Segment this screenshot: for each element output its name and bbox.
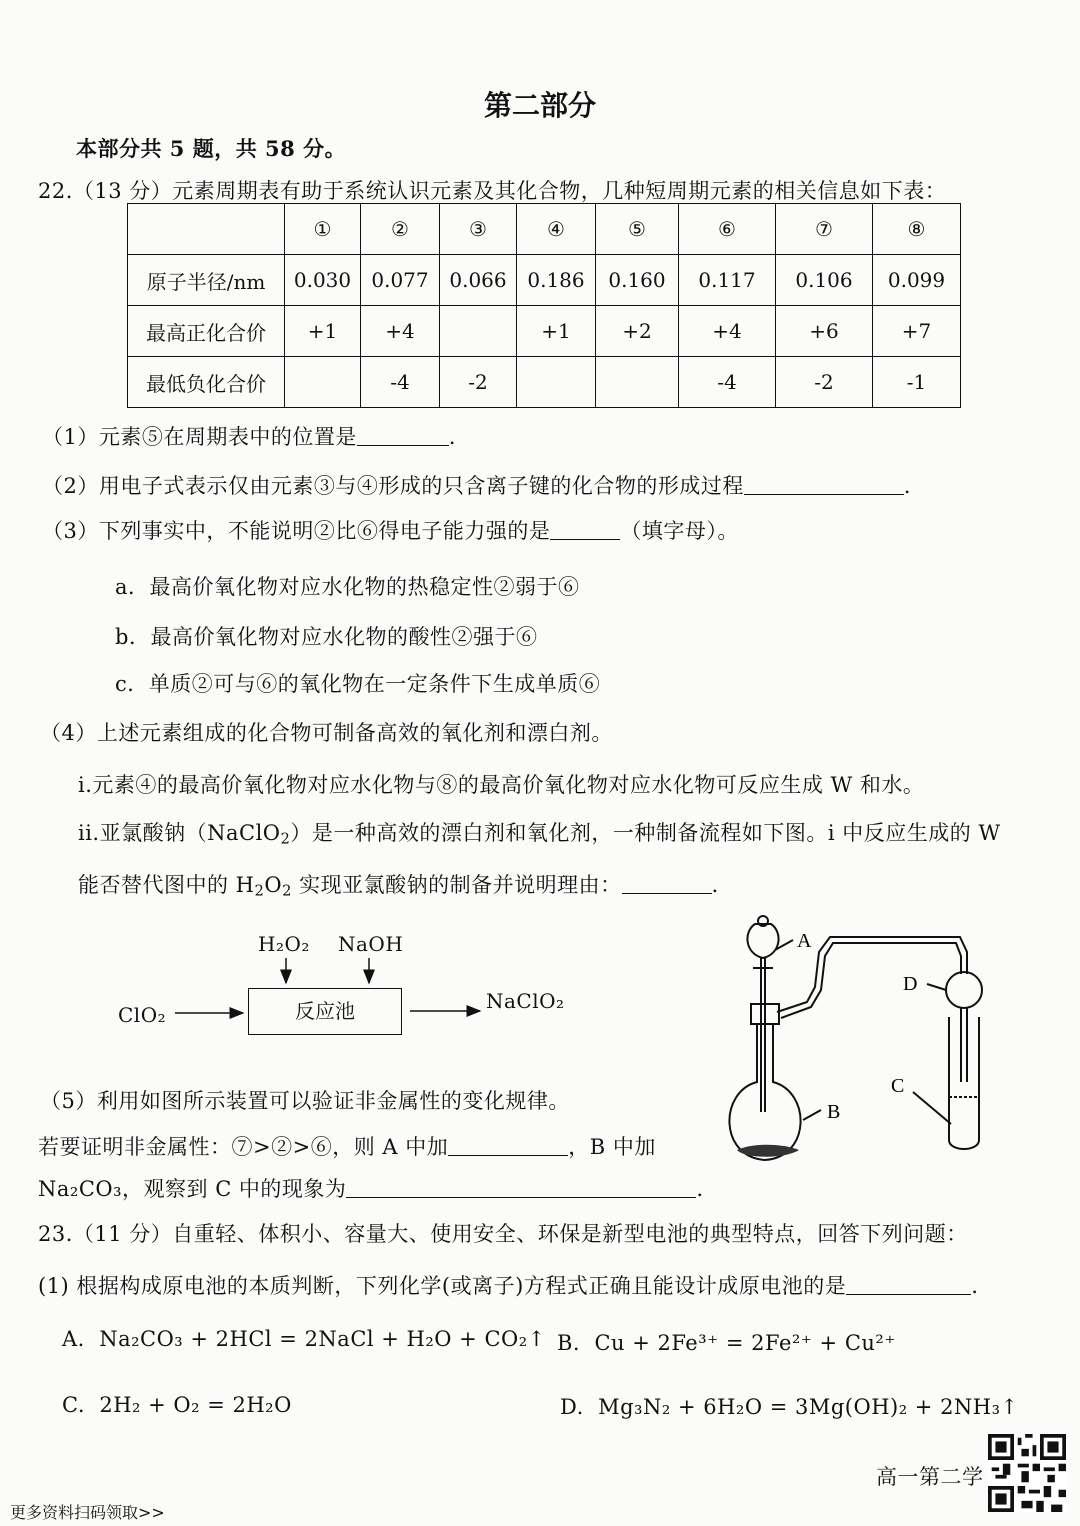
q22-part3-text: （3）下列事实中，不能说明②比⑥得电子能力强的是 (42, 519, 551, 543)
table-cell: +1 (285, 306, 361, 357)
q22-part2: （2）用电子式表示仅由元素③与④形成的只含离子键的化合物的形成过程 ． (42, 474, 926, 498)
q22-part4-ii-cont: 能否替代图中的 $H_2O_2$ 实现亚氯酸钠的制备并说明理由： ． (78, 873, 734, 900)
q22-part5-text-2: ，B 中加 (568, 1135, 656, 1159)
table-cell: +2 (596, 306, 679, 357)
row-label: 最低负化合价 (128, 357, 285, 408)
q22-part3-suffix: （填字母）。 (620, 519, 739, 543)
table-cell: +1 (517, 306, 596, 357)
subscript: 2 (280, 830, 291, 848)
qr-code-icon[interactable] (988, 1434, 1066, 1512)
subscript: 2 (282, 882, 292, 900)
lab-apparatus-diagram (715, 912, 1015, 1167)
q22-part4-ii-text-4: O (264, 873, 283, 897)
q22-part5-text: 若要证明非金属性：⑦>②>⑥，则 A 中加 (38, 1135, 449, 1159)
option-label: D. (560, 1395, 584, 1419)
q22-part5-line2 (38, 1131, 656, 1161)
part-intro: 本部分共 5 题，共 58 分。 (76, 136, 347, 161)
q22-part1-text: （1）元素⑤在周期表中的位置是 (42, 425, 357, 449)
q23-part1-text: (1) 根据构成原电池的本质判断，下列化学(或离子)方程式正确且能设计成原电池的是 (38, 1274, 847, 1298)
table-cell: +6 (776, 306, 873, 357)
page-footer-label: 高一第二学 (876, 1465, 984, 1489)
q23-option-d (560, 1395, 1019, 1419)
label-d: D (903, 973, 918, 995)
q22-part4-ii-text-5: 实现亚氯酸钠的制备并说明理由： (291, 873, 622, 897)
table-cell: -2 (776, 357, 873, 408)
q22-part1: （1）元素⑤在周期表中的位置是 ． (42, 425, 471, 449)
q23-part1: (1) 根据构成原电池的本质判断，下列化学(或离子)方程式正确且能设计成原电池的是 ． (38, 1274, 993, 1298)
subscript: 2 (254, 882, 265, 900)
q22-part4-ii-text: ii.亚氯酸钠（NaClO (78, 821, 281, 845)
answer-blank[interactable] (744, 476, 904, 495)
equation: Na₂CO₃ + 2HCl = 2NaCl + H₂O + CO₂↑ (99, 1327, 546, 1351)
flow-input-h2o2: H₂O₂ (258, 932, 310, 956)
table-cell: +7 (873, 306, 961, 357)
table-cell: -2 (440, 357, 517, 408)
table-cell: 0.117 (679, 255, 776, 306)
flow-output-naclo2: NaClO₂ (486, 989, 565, 1013)
table-cell: 0.160 (596, 255, 679, 306)
separatory-funnel-icon (747, 924, 778, 958)
label-b: B (827, 1101, 841, 1123)
q22-part4: （4）上述元素组成的化合物可制备高效的氧化剂和漂白剂。 (40, 721, 613, 745)
table-cell: 0.186 (517, 255, 596, 306)
table-cell: -4 (361, 357, 440, 408)
answer-blank[interactable] (448, 1137, 568, 1156)
table-col-header: ① (285, 204, 361, 255)
q22-stem: 22.（13 分）元素周期表有助于系统认识元素及其化合物，几种短周期元素的相关信息如下表： (38, 179, 947, 203)
option-label: B. (557, 1331, 581, 1355)
q22-option-b: b．最高价氧化物对应水化物的酸性②强于⑥ (115, 625, 538, 649)
table-cell: -1 (873, 357, 961, 408)
option-label: A. (62, 1327, 85, 1351)
table-col-header: ⑥ (679, 204, 776, 255)
table-col-header: ④ (517, 204, 596, 255)
drying-bulb-icon (946, 972, 982, 1008)
equation: 2H₂ + O₂ = 2H₂O (99, 1393, 292, 1417)
q22-part4-i: i.元素④的最高价氧化物对应水化物与⑧的最高价氧化物对应水化物可反应生成 W 和水。 (78, 773, 925, 797)
q22-part5-text-3: Na₂CO₃，观察到 C 中的现象为 (38, 1177, 347, 1201)
table-cell: -4 (679, 357, 776, 408)
promo-link[interactable]: 更多资料扫码领取>> (10, 1503, 165, 1522)
equation: Mg₃N₂ + 6H₂O = 3Mg(OH)₂ + 2NH₃↑ (598, 1395, 1019, 1419)
table-cell: 0.077 (361, 255, 440, 306)
q22-part5: （5）利用如图所示装置可以验证非金属性的变化规律。 (40, 1089, 570, 1113)
q22-option-c: c．单质②可与⑥的氧化物在一定条件下生成单质⑥ (115, 672, 601, 696)
q22-part2-text: （2）用电子式表示仅由元素③与④形成的只含离子键的化合物的形成过程 (42, 474, 744, 498)
q22-part5-line3: Na₂CO₃，观察到 C 中的现象为 ． (38, 1177, 718, 1201)
label-c: C (891, 1075, 905, 1097)
option-label: C. (62, 1393, 85, 1417)
test-tube-icon (949, 1017, 979, 1149)
table-cell: +4 (679, 306, 776, 357)
answer-blank[interactable] (346, 1179, 696, 1198)
equation: Cu + 2Fe³⁺ = 2Fe²⁺ + Cu²⁺ (594, 1331, 896, 1355)
table-cell: 0.030 (285, 255, 361, 306)
q22-option-a: a．最高价氧化物对应水化物的热稳定性②弱于⑥ (115, 575, 580, 599)
flow-arrows (0, 0, 700, 1060)
label-a: A (797, 930, 812, 952)
answer-blank[interactable] (846, 1276, 971, 1295)
q23-stem: 23.（11 分）自重轻、体积小、容量大、使用安全、环保是新型电池的典型特点，回答下列问题： (38, 1222, 968, 1246)
row-label: 最高正化合价 (128, 306, 285, 357)
flow-input-naoh: NaOH (338, 932, 404, 956)
table-col-header: ② (361, 204, 440, 255)
q23-option-b (557, 1331, 896, 1355)
flow-input-clo2: ClO₂ (118, 1003, 167, 1027)
reaction-tank-box: 反应池 (248, 988, 402, 1035)
table-col-header: ⑧ (873, 204, 961, 255)
table-col-header: ⑤ (596, 204, 679, 255)
table-cell: 0.066 (440, 255, 517, 306)
table-cell: +4 (361, 306, 440, 357)
table-col-header: ③ (440, 204, 517, 255)
page-title: 第二部分 (483, 89, 596, 122)
table-cell: 0.106 (776, 255, 873, 306)
row-label: 原子半径/nm (128, 255, 285, 306)
q23-option-a (62, 1327, 546, 1351)
q23-option-c (62, 1393, 292, 1417)
q22-part4-ii-text-3: 能否替代图中的 H (78, 873, 255, 897)
table-cell: 0.099 (873, 255, 961, 306)
q22-part4-ii-text-2: ）是一种高效的漂白剂和氧化剂，一种制备流程如下图。i 中反应生成的 W (290, 821, 1001, 845)
table-col-header: ⑦ (776, 204, 873, 255)
